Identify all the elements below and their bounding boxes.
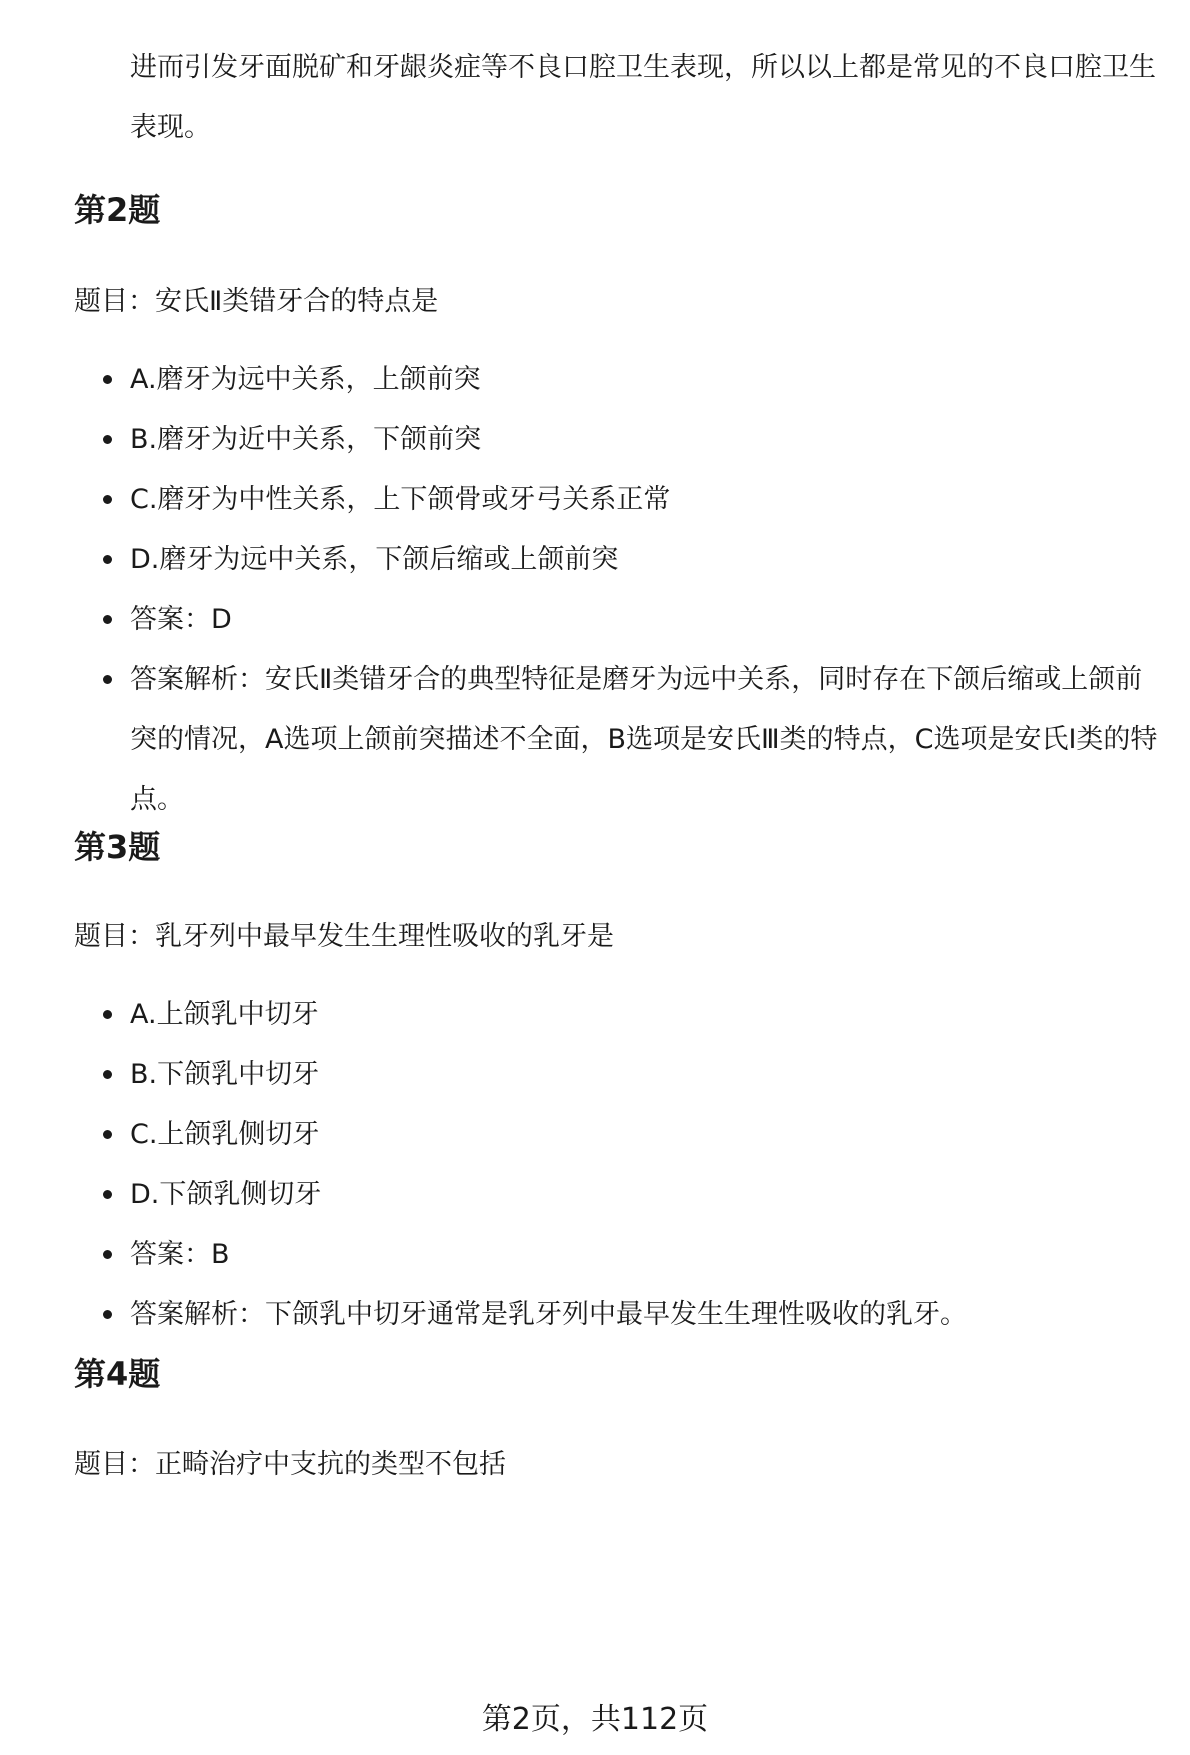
option-a <box>0 985 1190 1045</box>
bullet-icon <box>103 615 112 624</box>
option-text: B.磨牙为近中关系，下颌前突 <box>130 424 482 455</box>
answer-text: 答案：B <box>130 1239 230 1270</box>
question-3-options <box>0 985 1190 1345</box>
option-text: D.磨牙为远中关系，下颌后缩或上颌前突 <box>130 544 619 575</box>
option-text: C.磨牙为中性关系，上下颌骨或牙弓关系正常 <box>130 484 671 515</box>
question-3-text: 题目：乳牙列中最早发生生理性吸收的乳牙是 <box>74 921 614 952</box>
continuation-paragraph: 进而引发牙面脱矿和牙龈炎症等不良口腔卫生表现，所以以上都是常见的不良口腔卫生表现。 <box>130 52 1156 143</box>
answer-explanation <box>0 650 1190 830</box>
bullet-icon <box>103 435 112 444</box>
question-2-heading: 第2题 <box>74 191 161 229</box>
option-text: D.下颌乳侧切牙 <box>130 1179 322 1210</box>
bullet-icon <box>103 1190 112 1199</box>
answer-explanation <box>0 1285 1190 1345</box>
bullet-icon <box>103 1250 112 1259</box>
option-text: B.下颌乳中切牙 <box>130 1059 320 1090</box>
bullet-icon <box>103 675 112 684</box>
question-4-text: 题目：正畸治疗中支抗的类型不包括 <box>74 1449 506 1480</box>
answer-text: 答案：D <box>130 604 232 635</box>
bullet-icon <box>103 495 112 504</box>
bullet-icon <box>103 375 112 384</box>
option-b <box>0 410 1190 470</box>
option-c <box>0 470 1190 530</box>
question-2-options <box>0 350 1190 830</box>
option-text: C.上颌乳侧切牙 <box>130 1119 320 1150</box>
bullet-icon <box>103 1070 112 1079</box>
page-number-footer: 第2页，共112页 <box>481 1702 709 1737</box>
bullet-icon <box>103 1010 112 1019</box>
explanation-text: 答案解析：下颌乳中切牙通常是乳牙列中最早发生生理性吸收的乳牙。 <box>130 1299 967 1330</box>
question-3-heading: 第3题 <box>74 828 161 866</box>
option-d <box>0 1165 1190 1225</box>
explanation-text: 答案解析：安氏Ⅱ类错牙合的典型特征是磨牙为远中关系，同时存在下颌后缩或上颌前突的情况，A选项上颌前突描述不全面，B选项是安氏Ⅲ类的特点，C选项是安氏Ⅰ类的特点。 <box>130 664 1158 815</box>
option-text: A.上颌乳中切牙 <box>130 999 319 1030</box>
option-text: A.磨牙为远中关系，上颌前突 <box>130 364 481 395</box>
answer <box>0 590 1190 650</box>
bullet-icon <box>103 1130 112 1139</box>
question-2-text: 题目：安氏Ⅱ类错牙合的特点是 <box>74 286 439 317</box>
option-a <box>0 350 1190 410</box>
option-b <box>0 1045 1190 1105</box>
bullet-icon <box>103 555 112 564</box>
question-4-heading: 第4题 <box>74 1355 161 1393</box>
answer <box>0 1225 1190 1285</box>
option-c <box>0 1105 1190 1165</box>
option-d <box>0 530 1190 590</box>
bullet-icon <box>103 1310 112 1319</box>
